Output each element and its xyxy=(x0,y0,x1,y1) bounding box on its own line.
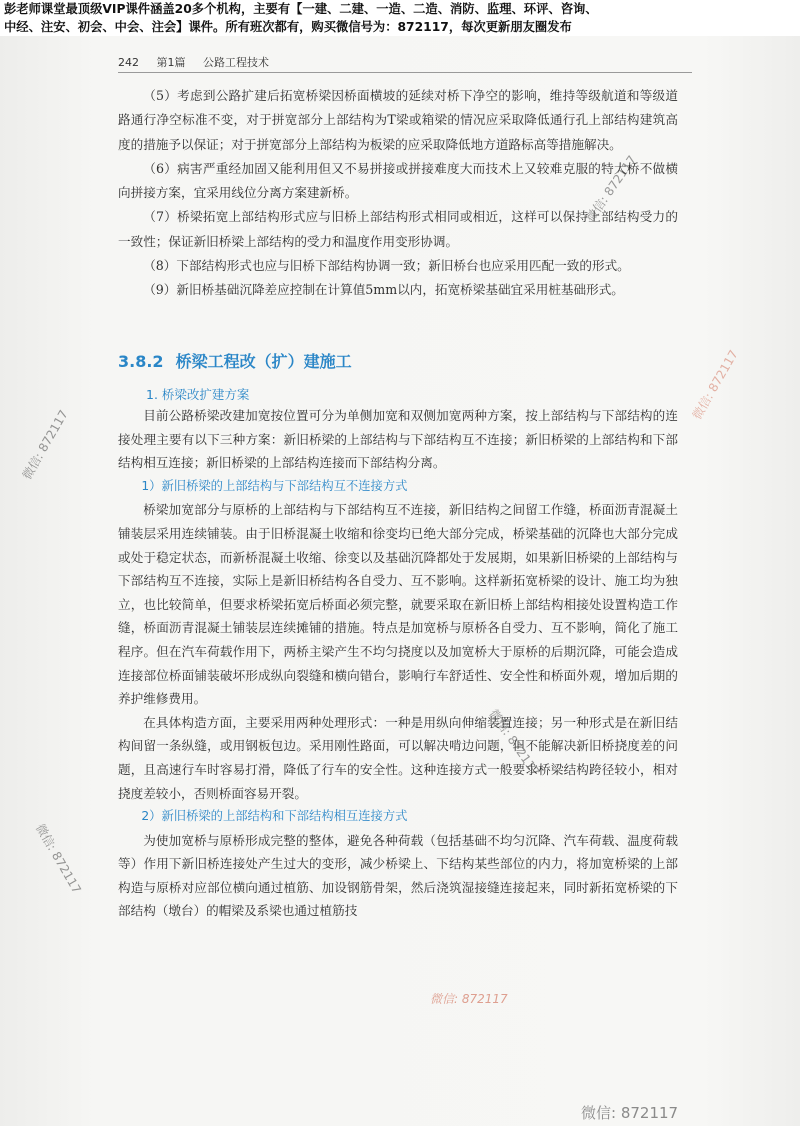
header-rule xyxy=(118,72,692,73)
watermark: 微信: 872117 xyxy=(430,992,508,1006)
paragraph: 在具体构造方面，主要采用两种处理形式：一种是用纵向伸缩装置连接；另一种形式是在新旧结构间留一条纵缝，或用钢板包边。采用刚性路面，可以解决啃边问题，但不能解决新旧桥挠度差的问题，且高速行车时容易打滑，降低了行车的安全性。这种连接方式一般要求桥梁结构跨径较小，相对挠度差较小，否则桥面容易开裂。 xyxy=(118,714,678,801)
part-label: 第1篇 xyxy=(156,56,186,69)
section-heading xyxy=(118,349,352,372)
paragraph: 目前公路桥梁改建加宽按位置可分为单侧加宽和双侧加宽两种方案，按上部结构与下部结构的连接处理主要有以下三种方案：新旧桥梁的上部结构与下部结构互不连接；新旧桥梁的上部结构和下部结构相互连接；新旧桥梁的上部结构连接而下部结构分离。 xyxy=(118,408,678,471)
body-text-bottom xyxy=(118,404,678,923)
sub-heading-a: 1）新旧桥梁的上部结构与下部结构互不连接方式 xyxy=(141,478,408,493)
paragraph: （9）新旧桥基础沉降差应控制在计算值5mm以内，拓宽桥梁基础宜采用桩基础形式。 xyxy=(143,282,624,298)
sub-heading-b: 2）新旧桥梁的上部结构和下部结构相互连接方式 xyxy=(141,809,408,824)
watermark: 微信: 872117 xyxy=(32,821,84,896)
promo-line-1: 彭老师课堂最顶级VIP课件涵盖20多个机构，主要有【一建、二建、一造、二造、消防、监理、环评、咨询、 xyxy=(4,2,598,16)
watermark: 微信: 872117 xyxy=(19,407,71,482)
promo-banner xyxy=(0,0,800,36)
watermark: 微信: 872117 xyxy=(689,347,741,422)
bottom-watermark: 微信: 872117 xyxy=(581,1104,679,1122)
subsection-heading: 1. 桥梁改扩建方案 xyxy=(146,387,250,402)
watermark: 微信: 872117 xyxy=(583,152,640,225)
paragraph: （5）考虑到公路扩建后拓宽桥梁因桥面横坡的延续对桥下净空的影响，维持等级航道和等级道路通行净空标准不变，对于拼宽部分上部结构为T梁或箱梁的情况应采取降低通行孔上部结构建筑高度的措施予以保证；对于拼宽部分上部结构为板梁的应采取降低地方道路标高等措施解决。 xyxy=(118,88,678,152)
chapter-title: 公路工程技术 xyxy=(203,56,269,69)
promo-line-2: 中经、注安、初会、中会、注会】课件。所有班次都有，购买微信号为：872117，每次更新朋友圈发布 xyxy=(4,20,572,34)
paragraph: （7）桥梁拓宽上部结构形式应与旧桥上部结构形式相同或相近，这样可以保持上部结构受力的一致性；保证新旧桥梁上部结构的受力和温度作用变形协调。 xyxy=(118,209,678,249)
paragraph: （8）下部结构形式也应与旧桥下部结构协调一致；新旧桥台也应采用匹配一致的形式。 xyxy=(143,258,630,274)
page-number: 242 xyxy=(118,56,139,69)
watermark: 微信: 872117 xyxy=(486,706,543,779)
section-title: 桥梁工程改（扩）建施工 xyxy=(175,352,352,371)
paragraph: （6）病害严重经加固又能利用但又不易拼接或拼接难度大而技术上又较难克服的特大桥不做横向拼接方案，宜采用线位分离方案建新桥。 xyxy=(118,160,678,201)
paragraph: 为使加宽桥与原桥形成完整的整体，避免各种荷载（包括基础不均匀沉降、汽车荷载、温度荷载等）作用下新旧桥连接处产生过大的变形，减少桥梁上、下结构某些部位的内力，将加宽桥梁的上部构造与原桥对应部位横向通过植筋、加设钢筋骨架，然后浇筑湿接缝连接起来，同时新拓宽桥梁的下部结构（墩台）的帽梁及系梁也通过植筋技 xyxy=(118,832,678,919)
body-text-top xyxy=(118,84,678,303)
running-head xyxy=(118,54,283,70)
paragraph: 桥梁加宽部分与原桥的上部结构与下部结构互不连接，新旧结构之间留工作缝，桥面沥青混凝土铺装层采用连续铺装。由于旧桥混凝土收缩和徐变均已绝大部分完成，桥梁基础的沉降也大部分完成或处于稳定状态，而新桥混凝土收缩、徐变以及基础沉降都处于发展期，如果新旧桥梁的上部结构与下部结构互不连接，实际上是新旧桥结构各自受力、互不影响。这样新拓宽桥梁的设计、施工均为独立，也比较简单，但要求桥梁拓宽后桥面必须完整，就要采取在新旧桥上部结构相接处设置构造工作缝，桥面沥青混凝土铺装层连续摊铺的措施。特点是加宽桥与原桥各自受力、互不影响，简化了施工程序。但在汽车荷载作用下，两桥主梁产生不均匀挠度以及加宽桥大于原桥的后期沉降，可能会造成连接部位桥面铺装破坏形成纵向裂缝和横向错台，影响行车舒适性、安全性和桥面外观，增加后期的养护维修费用。 xyxy=(118,502,678,707)
section-number: 3.8.2 xyxy=(118,352,164,371)
